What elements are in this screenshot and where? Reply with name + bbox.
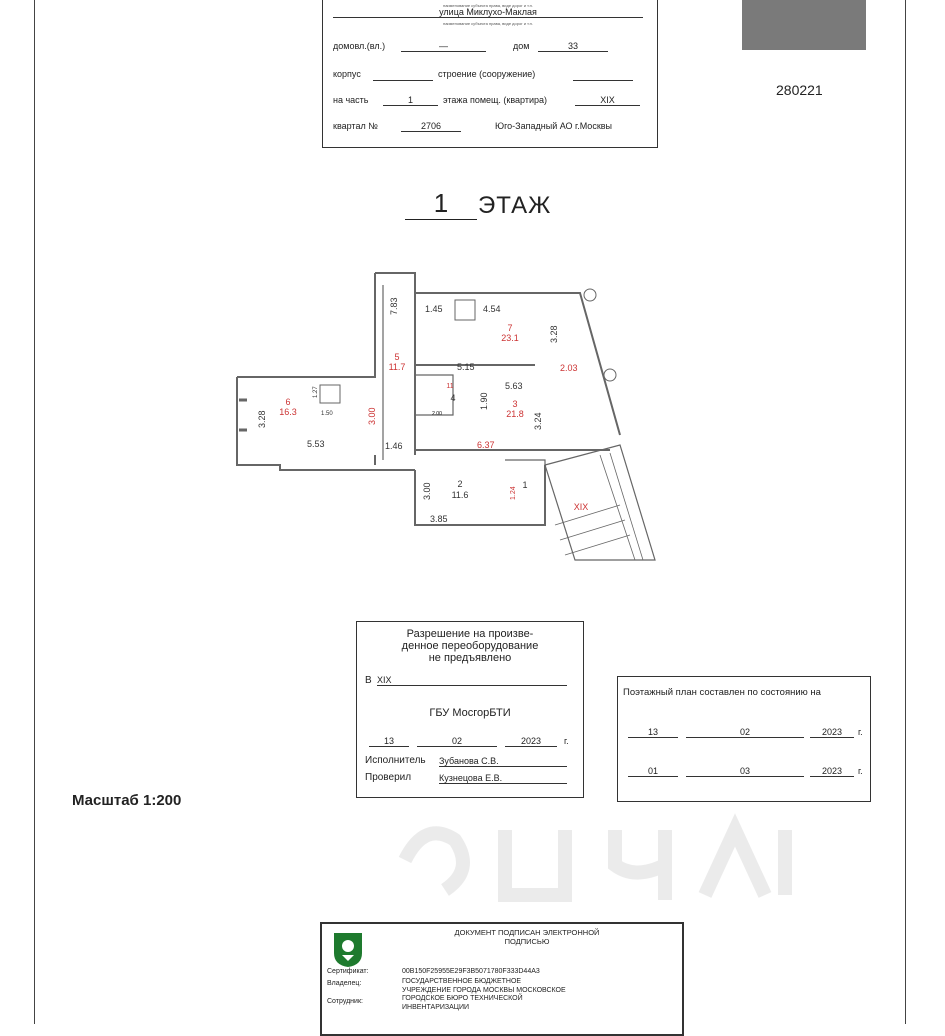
dim-label: 1.46	[385, 441, 403, 451]
dim-label: 1.45	[425, 304, 443, 314]
room-mark-dim: 2.00	[432, 411, 442, 417]
dim-label: 5.53	[307, 439, 325, 449]
owner-label: Владелец:	[327, 980, 362, 987]
signature-stamp	[320, 922, 684, 1036]
room-area: 23.1	[501, 333, 519, 343]
state-row1-g: г.	[858, 727, 863, 737]
district: Юго-Западный АО г.Москвы	[495, 121, 612, 131]
v-value: XIX	[377, 675, 567, 686]
dim-label: 1.27	[313, 386, 319, 398]
dim-label: 1.90	[479, 392, 489, 410]
state-row2-day: 01	[628, 766, 678, 777]
owner-value: УЧРЕЖДЕНИЕ ГОРОДА МОСКВЫ МОСКОВСКОЕ	[402, 986, 566, 994]
dim-label: 5.15	[457, 362, 475, 372]
dim-label: 3.00	[367, 407, 377, 425]
street-name: улица Миклухо-Маклая	[333, 7, 643, 18]
kvartal-label: квартал №	[333, 121, 378, 131]
kvartal-value: 2706	[401, 121, 461, 132]
etazh-value: XIX	[575, 95, 640, 106]
employee-label: Сотрудник:	[327, 998, 363, 1005]
hint-text: наименование субъекта права, виде дорог и т.п.	[443, 21, 533, 26]
room-number: 5	[394, 352, 400, 362]
owner-value: ГОСУДАРСТВЕННОЕ БЮДЖЕТНОЕ	[402, 978, 522, 985]
domovl-label: домовл.(вл.)	[333, 41, 386, 51]
room-number: 6	[285, 397, 291, 407]
state-title: Поэтажный план составлен по состоянию на	[623, 687, 821, 698]
room-number: 1	[522, 480, 528, 490]
permission-line: денное переоборудование	[401, 640, 539, 652]
state-row2-g: г.	[858, 766, 863, 776]
room-number: 2	[457, 479, 463, 489]
org-name: ГБУ МосгорБТИ	[429, 707, 511, 719]
room-number: 7	[507, 323, 513, 333]
dim-label: 3.24	[533, 412, 543, 430]
extra-label: XIX	[573, 502, 589, 512]
room-mark: 11	[446, 383, 454, 390]
proveril-label: Проверил	[365, 772, 412, 783]
floor-label: ЭТАЖ	[478, 192, 552, 219]
cert-value: 00B150F25955E29F3B5071780F333D44A3	[402, 968, 540, 975]
stroenie-value	[573, 69, 633, 81]
moscow-emblem-icon	[332, 929, 364, 969]
dim-label: 3.28	[549, 325, 559, 343]
ispolnitel-label: Исполнитель	[365, 755, 426, 766]
room-area: 16.3	[279, 407, 297, 417]
dim-label: 2.03	[560, 363, 578, 373]
address-box	[322, 0, 658, 148]
floor-number: 1	[405, 188, 477, 220]
cert-label: Сертификат:	[327, 968, 369, 975]
room-number: 3	[512, 399, 518, 409]
permission-line: Разрешение на произве-	[406, 628, 534, 640]
permission-line: не предъявлено	[428, 652, 512, 664]
watermark-logo	[395, 810, 815, 910]
hint-text: наименование субъекта права, виде дорог и т.п.	[443, 3, 533, 8]
room-area: 11.6	[451, 490, 469, 500]
signature-title: ДОКУМЕНТ ПОДПИСАН ЭЛЕКТРОННОЙ	[454, 928, 600, 937]
state-box	[617, 676, 871, 802]
dom-label: дом	[513, 41, 530, 51]
korpus-label: корпус	[333, 69, 361, 79]
state-row1-month: 02	[686, 727, 804, 738]
proveril-value: Кузнецова Е.В.	[439, 773, 567, 784]
room-area: 21.8	[506, 409, 524, 419]
na-chast-label: на часть	[333, 95, 369, 105]
dim-label: 3.85	[430, 514, 448, 524]
scale-label: Масштаб 1:200	[72, 792, 182, 809]
dim-label: 7.83	[389, 297, 399, 315]
dim-label: 5.63	[505, 381, 523, 391]
doc-number: 280221	[776, 82, 823, 98]
dim-label: 1.24	[510, 486, 517, 500]
room-number: 4	[450, 393, 456, 403]
dim-label: 3.00	[422, 482, 432, 500]
year-suffix: г.	[564, 736, 569, 746]
room-area: 11.7	[388, 362, 406, 372]
stroenie-label: строение (сооружение)	[438, 69, 536, 79]
dim-label: 1.50	[321, 411, 333, 417]
domovl-value: —	[401, 41, 486, 52]
owner-value: ГОРОДСКОЕ БЮРО ТЕХНИЧЕСКОЙ	[402, 995, 523, 1002]
state-row1-day: 13	[628, 727, 678, 738]
permission-year: 2023	[505, 736, 557, 747]
state-row2-year: 2023	[810, 766, 854, 777]
owner-value: ИНВЕНТАРИЗАЦИИ	[402, 1003, 470, 1011]
dim-label: 4.54	[483, 304, 501, 314]
permission-box	[356, 621, 584, 798]
etazh-label: этажа помещ. (квартира)	[443, 95, 548, 105]
signature-title: ПОДПИСЬЮ	[504, 937, 550, 946]
state-row2-month: 03	[686, 766, 804, 777]
v-label: В	[365, 675, 372, 686]
permission-month: 02	[417, 736, 497, 747]
dom-value: 33	[538, 41, 608, 52]
ispolnitel-value: Зубанова С.В.	[439, 756, 567, 767]
korpus-value	[373, 69, 433, 81]
na-chast-value: 1	[383, 95, 438, 106]
state-row1-year: 2023	[810, 727, 854, 738]
permission-day: 13	[369, 736, 409, 747]
plan-dimensions	[257, 297, 578, 524]
floor-plan	[225, 265, 665, 570]
dim-label: 3.28	[257, 410, 267, 428]
stamp-block	[742, 0, 866, 50]
dim-label: 6.37	[477, 440, 495, 450]
